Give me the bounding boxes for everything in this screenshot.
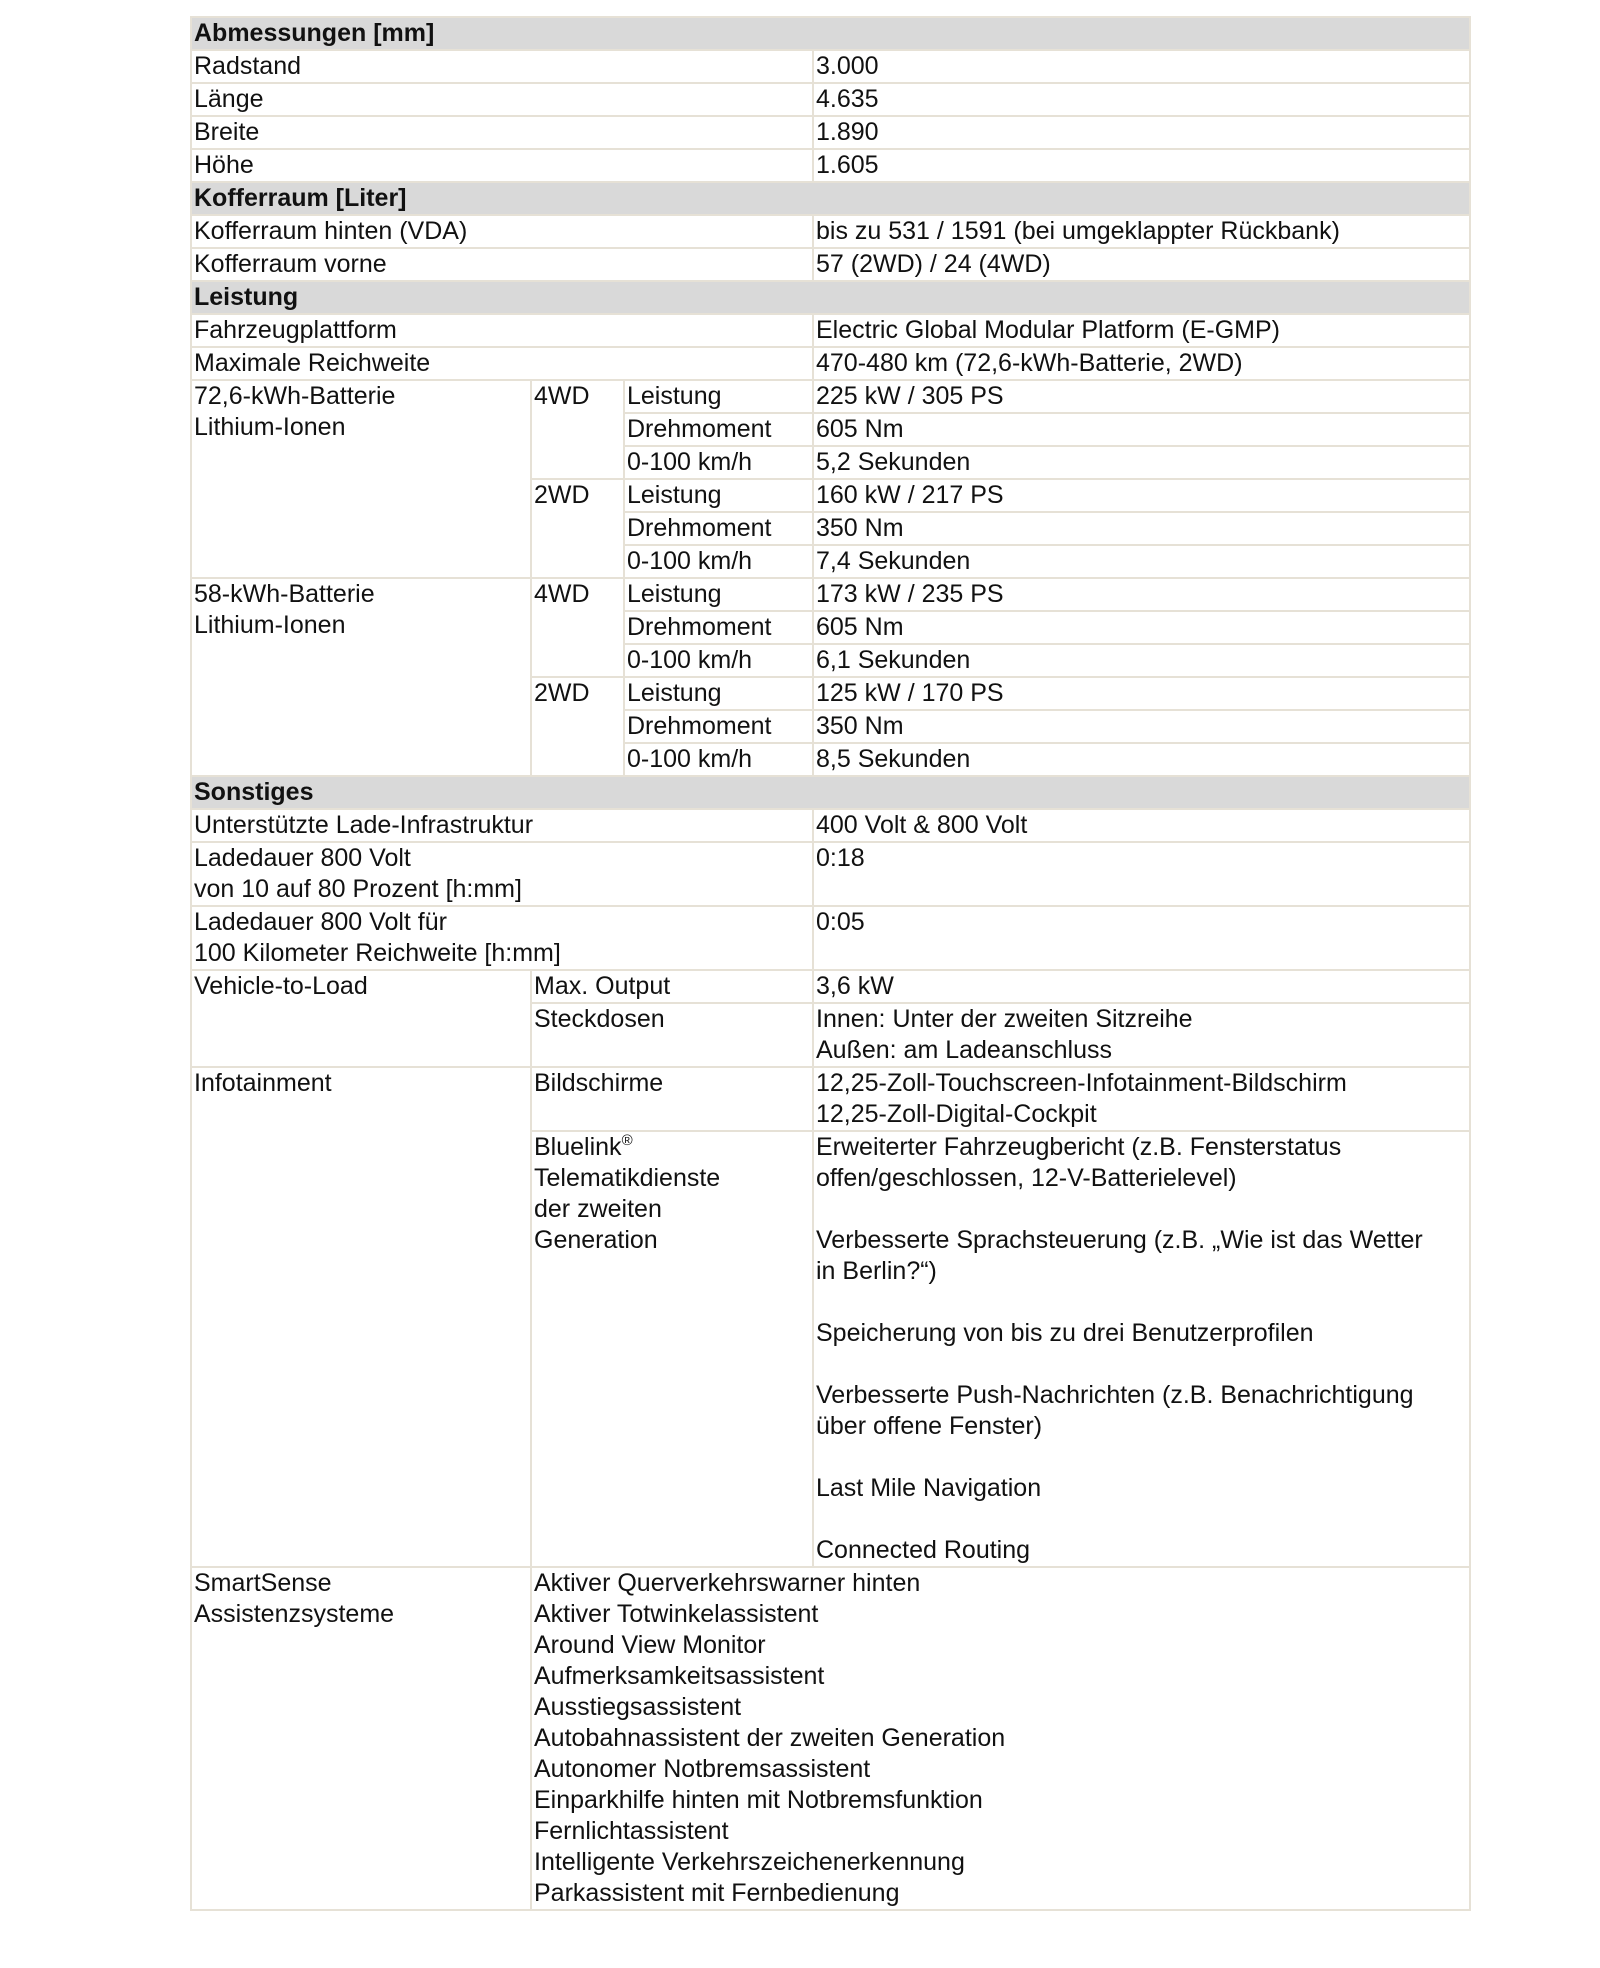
section-header-other	[191, 776, 1470, 809]
spacer	[816, 1504, 1467, 1535]
spec-name: Steckdosen	[531, 1003, 813, 1067]
row-label: Kofferraum hinten (VDA)	[191, 215, 813, 248]
smartsense-label-line: SmartSense	[194, 1569, 332, 1597]
bluelink-label	[531, 1131, 813, 1567]
registered-mark: ®	[621, 1132, 633, 1149]
spec-name: Leistung	[624, 479, 813, 512]
feature-line: offen/geschlossen, 12-V-Batterielevel)	[816, 1164, 1237, 1192]
feature-line: Connected Routing	[816, 1536, 1031, 1564]
feature-line: Last Mile Navigation	[816, 1474, 1042, 1502]
spec-value	[813, 1067, 1470, 1131]
table-row	[191, 809, 1470, 842]
spec-value: 350 Nm	[813, 512, 1470, 545]
list-item: Intelligente Verkehrszeichenerkennung	[534, 1848, 965, 1876]
row-value: bis zu 531 / 1591 (bei umgeklappter Rückbank)	[813, 215, 1470, 248]
spec-value-line: 12,25-Zoll-Digital-Cockpit	[816, 1100, 1097, 1128]
drive-label: 2WD	[531, 677, 624, 776]
smartsense-label-line: Assistenzsysteme	[194, 1600, 395, 1628]
spec-name: Leistung	[624, 578, 813, 611]
section-header-trunk	[191, 182, 1470, 215]
smartsense-label	[191, 1567, 531, 1910]
table-row	[191, 149, 1470, 182]
battery-label-line: Lithium-Ionen	[194, 611, 346, 639]
list-item: Fernlichtassistent	[534, 1817, 729, 1845]
spec-value: 225 kW / 305 PS	[813, 380, 1470, 413]
section-header-performance	[191, 281, 1470, 314]
row-value: 57 (2WD) / 24 (4WD)	[813, 248, 1470, 281]
row-label-line: 100 Kilometer Reichweite [h:mm]	[194, 939, 561, 967]
list-item: Aktiver Querverkehrswarner hinten	[534, 1569, 921, 1597]
row-value: 4.635	[813, 83, 1470, 116]
feature-line: Speicherung von bis zu drei Benutzerprofilen	[816, 1319, 1314, 1347]
spec-name: Bildschirme	[531, 1067, 813, 1131]
table-row	[191, 83, 1470, 116]
table-row	[191, 578, 1470, 611]
bluelink-label-line: Telematikdienste	[534, 1164, 721, 1192]
drive-label: 4WD	[531, 380, 624, 479]
row-value: Electric Global Modular Platform (E-GMP)	[813, 314, 1470, 347]
section-title: Abmessungen [mm]	[191, 17, 1470, 50]
feature-line: Erweiterter Fahrzeugbericht (z.B. Fensterstatus	[816, 1133, 1342, 1161]
table-row	[191, 314, 1470, 347]
battery-label-line: Lithium-Ionen	[194, 413, 346, 441]
row-label: Unterstützte Lade-Infrastruktur	[191, 809, 813, 842]
battery-label-line: 72,6-kWh-Batterie	[194, 382, 396, 410]
bluelink-label-line: der zweiten	[534, 1195, 662, 1223]
table-row	[191, 1567, 1470, 1910]
row-label: Höhe	[191, 149, 813, 182]
spacer	[816, 1349, 1467, 1380]
v2l-label: Vehicle-to-Load	[191, 970, 531, 1067]
feature-line: Verbesserte Sprachsteuerung (z.B. „Wie ist das Wetter	[816, 1226, 1423, 1254]
spec-value: 173 kW / 235 PS	[813, 578, 1470, 611]
spec-name: Leistung	[624, 677, 813, 710]
row-label: Breite	[191, 116, 813, 149]
spec-name: 0-100 km/h	[624, 446, 813, 479]
row-value: 470-480 km (72,6-kWh-Batterie, 2WD)	[813, 347, 1470, 380]
list-item: Ausstiegsassistent	[534, 1693, 742, 1721]
spec-table	[190, 16, 1471, 1911]
list-item: Autobahnassistent der zweiten Generation	[534, 1724, 1006, 1752]
table-row	[191, 347, 1470, 380]
feature-line: über offene Fenster)	[816, 1412, 1043, 1440]
table-row	[191, 215, 1470, 248]
section-header-dimensions	[191, 17, 1470, 50]
spec-name: Max. Output	[531, 970, 813, 1003]
spacer	[816, 1194, 1467, 1225]
row-label-line: Ladedauer 800 Volt für	[194, 908, 447, 936]
bluelink-features	[813, 1131, 1470, 1567]
table-row	[191, 50, 1470, 83]
bluelink-label-line: Generation	[534, 1226, 658, 1254]
bluelink-label-line	[534, 1132, 810, 1163]
spec-value: 605 Nm	[813, 413, 1470, 446]
section-title: Leistung	[191, 281, 1470, 314]
battery-label-line: 58-kWh-Batterie	[194, 580, 375, 608]
section-title: Kofferraum [Liter]	[191, 182, 1470, 215]
spec-value-line: Innen: Unter der zweiten Sitzreihe	[816, 1005, 1193, 1033]
spec-value-line: Außen: am Ladeanschluss	[816, 1036, 1113, 1064]
spec-name: Drehmoment	[624, 611, 813, 644]
table-row	[191, 1067, 1470, 1131]
spec-name: Drehmoment	[624, 512, 813, 545]
section-title: Sonstiges	[191, 776, 1470, 809]
spec-value	[813, 1003, 1470, 1067]
row-value: 0:18	[813, 842, 1470, 906]
row-label-line: Ladedauer 800 Volt	[194, 844, 411, 872]
infotainment-label: Infotainment	[191, 1067, 531, 1567]
spec-name: 0-100 km/h	[624, 743, 813, 776]
list-item: Einparkhilfe hinten mit Notbremsfunktion	[534, 1786, 983, 1814]
row-label: Kofferraum vorne	[191, 248, 813, 281]
spec-value: 6,1 Sekunden	[813, 644, 1470, 677]
row-value: 3.000	[813, 50, 1470, 83]
spec-value: 8,5 Sekunden	[813, 743, 1470, 776]
spec-name: Drehmoment	[624, 710, 813, 743]
row-label: Maximale Reichweite	[191, 347, 813, 380]
spec-name: 0-100 km/h	[624, 545, 813, 578]
spacer	[816, 1287, 1467, 1318]
row-value: 1.605	[813, 149, 1470, 182]
row-label	[191, 906, 813, 970]
list-item: Around View Monitor	[534, 1631, 766, 1659]
row-value: 1.890	[813, 116, 1470, 149]
row-label	[191, 842, 813, 906]
table-row	[191, 842, 1470, 906]
drive-label: 2WD	[531, 479, 624, 578]
feature-line: in Berlin?“)	[816, 1257, 937, 1285]
list-item: Autonomer Notbremsassistent	[534, 1755, 871, 1783]
spec-value: 350 Nm	[813, 710, 1470, 743]
table-row	[191, 380, 1470, 413]
row-value: 400 Volt & 800 Volt	[813, 809, 1470, 842]
row-label: Radstand	[191, 50, 813, 83]
list-item: Aufmerksamkeitsassistent	[534, 1662, 825, 1690]
feature-line: Verbesserte Push-Nachrichten (z.B. Benachrichtigung	[816, 1381, 1414, 1409]
spec-name: 0-100 km/h	[624, 644, 813, 677]
row-label-line: von 10 auf 80 Prozent [h:mm]	[194, 875, 522, 903]
spec-value-line: 12,25-Zoll-Touchscreen-Infotainment-Bildschirm	[816, 1069, 1347, 1097]
row-label: Fahrzeugplattform	[191, 314, 813, 347]
spec-name: Leistung	[624, 380, 813, 413]
spec-value: 3,6 kW	[813, 970, 1470, 1003]
row-value: 0:05	[813, 906, 1470, 970]
battery-label	[191, 380, 531, 578]
row-label: Länge	[191, 83, 813, 116]
table-row	[191, 248, 1470, 281]
spec-name: Drehmoment	[624, 413, 813, 446]
spec-value: 7,4 Sekunden	[813, 545, 1470, 578]
list-item: Parkassistent mit Fernbedienung	[534, 1879, 900, 1907]
spec-value: 605 Nm	[813, 611, 1470, 644]
list-item: Aktiver Totwinkelassistent	[534, 1600, 819, 1628]
spec-value: 160 kW / 217 PS	[813, 479, 1470, 512]
smartsense-list	[531, 1567, 1470, 1910]
spec-value: 125 kW / 170 PS	[813, 677, 1470, 710]
bluelink-name: Bluelink	[534, 1133, 622, 1161]
spec-value: 5,2 Sekunden	[813, 446, 1470, 479]
table-row	[191, 116, 1470, 149]
table-row	[191, 906, 1470, 970]
spacer	[816, 1442, 1467, 1473]
battery-label	[191, 578, 531, 776]
table-row	[191, 970, 1470, 1003]
drive-label: 4WD	[531, 578, 624, 677]
